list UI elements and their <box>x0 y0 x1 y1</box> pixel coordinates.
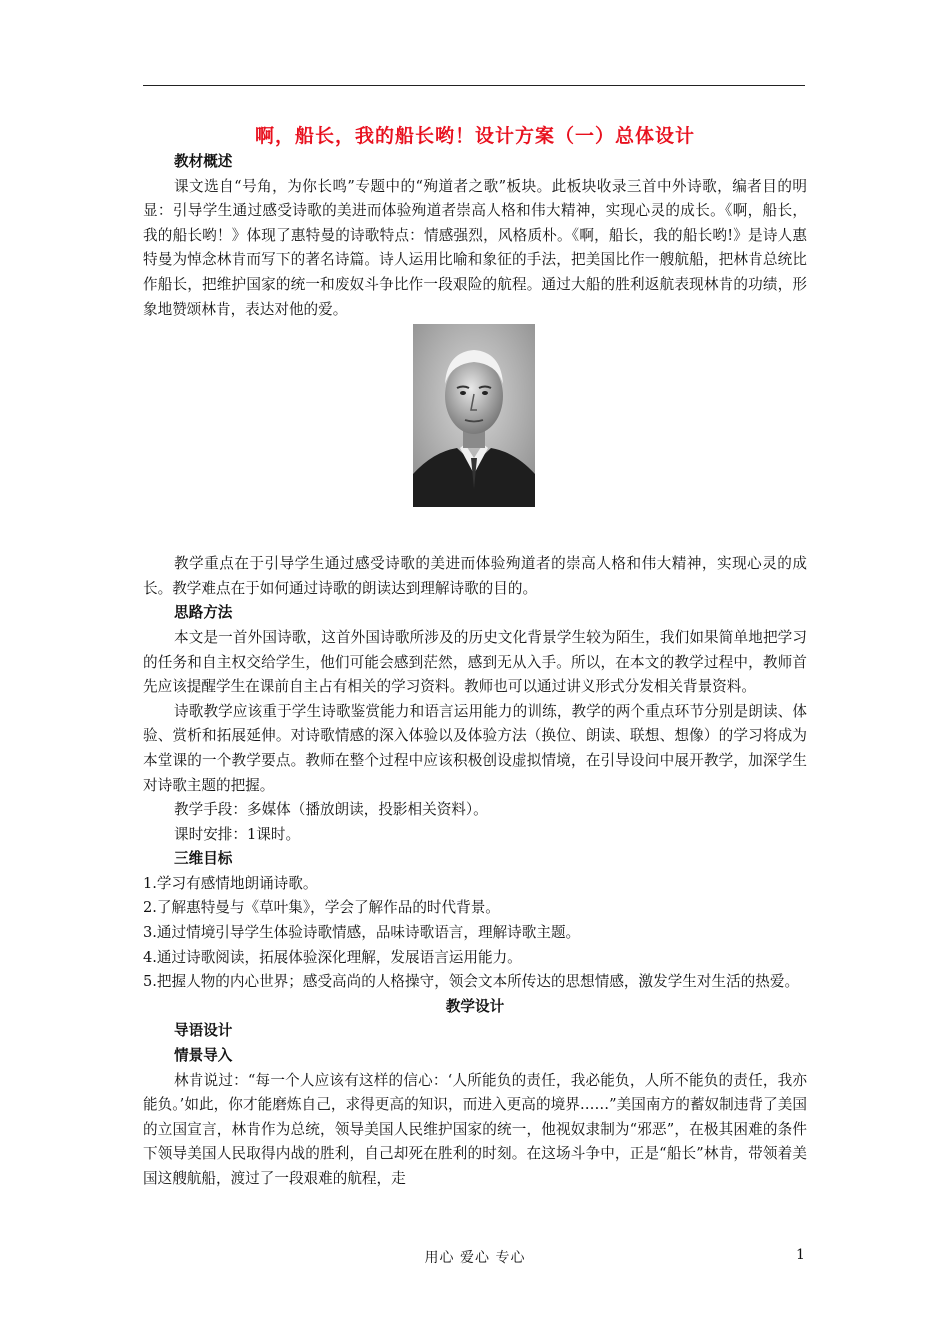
header-rule <box>143 85 805 86</box>
section-heading-teaching-design: 教学设计 <box>445 997 505 1015</box>
portrait-figure <box>143 324 807 546</box>
section-heading-approach: 思路方法 <box>174 604 233 622</box>
paragraph-scene-intro: 林肯说过：“每一个人应该有这样的信心：‘人所能负的责任，我必能负，人所不能负的责任，我亦能负。’如此，你才能磨炼自己，求得更高的知识，而进入更高的境界……”美国南方的蓄奴制违背了美国的立国宣言，林肯作为总统，领导美国人民维护国家的统一，他视奴隶制为“邪恶”，在极其困难的条件下领导美国人民取得内战的胜利，自己却死在胜利的时刻。在这场斗争中，正是“船长”林肯，带领着美国这艘航船，渡过了一段艰难的航程，走 <box>143 1071 807 1187</box>
goal-item-1: 1.学习有感情地朗诵诗歌。 <box>143 874 318 892</box>
paragraph-key-points: 教学重点在于引导学生通过感受诗歌的美进而体验殉道者的崇高人格和伟大精神，实现心灵的成长。教学难点在于如何通过诗歌的朗读达到理解诗歌的目的。 <box>143 555 807 597</box>
paragraph-approach-2: 诗歌教学应该重于学生诗歌鉴赏能力和语言运用能力的训练，教学的两个重点环节分别是朗读、体验、赏析和拓展延伸。对诗歌情感的深入体验以及体验方法（换位、朗读、联想、想像）的学习将成为本堂课的一个教学要点。教师在整个过程中应该积极创设虚拟情境，在引导设问中展开教学，加深学生对诗歌主题的把握。 <box>143 702 807 794</box>
goal-item-4: 4.通过诗歌阅读，拓展体验深化理解，发展语言运用能力。 <box>143 948 522 966</box>
paragraph-teaching-means: 教学手段：多媒体（播放朗读，投影相关资料）。 <box>174 801 488 819</box>
section-heading-intro-design: 导语设计 <box>174 1022 233 1040</box>
paragraph-overview: 课文选自“号角，为你长鸣”专题中的“殉道者之歌”板块。此板块收录三首中外诗歌，编者目的明显：引导学生通过感受诗歌的美进而体验殉道者崇高人格和伟大精神，实现心灵的成长。《啊，船长，我的船长哟！》体现了惠特曼的诗歌特点：情感强烈，风格质朴。《啊，船长，我的船长哟!》是诗人惠特曼为悼念林肯而写下的著名诗篇。诗人运用比喻和象征的手法，把美国比作一艘航船，把林肯总统比作船长，把维护国家的统一和废奴斗争比作一段艰险的航程。通过大船的胜利返航表现林肯的功绩，形象地赞颂林肯，表达对他的爱。 <box>143 177 807 318</box>
paragraph-class-hours: 课时安排：1课时。 <box>174 825 301 843</box>
section-heading-scene-intro: 情景导入 <box>174 1047 233 1065</box>
page-number: 1 <box>796 1247 805 1263</box>
goal-item-2: 2.了解惠特曼与《草叶集》，学会了解作品的时代背景。 <box>143 899 500 917</box>
goal-item-5: 5.把握人物的内心世界；感受高尚的人格操守，领会文本所传达的思想情感，激发学生对生活的热爱。 <box>143 973 800 991</box>
goal-item-3: 3.通过情境引导学生体验诗歌情感，品味诗歌语言，理解诗歌主题。 <box>143 924 581 942</box>
document-title: 啊，船长，我的船长哟！设计方案（一）总体设计 <box>254 125 695 147</box>
section-heading-overview: 教材概述 <box>174 153 233 170</box>
footer-motto: 用心 爱心 专心 <box>424 1250 526 1266</box>
document-body <box>143 150 807 1192</box>
paragraph-approach-1: 本文是一首外国诗歌，这首外国诗歌所涉及的历史文化背景学生较为陌生，我们如果简单地把学习的任务和自主权交给学生，他们可能会感到茫然，感到无从入手。所以，在本文的教学过程中，教师首先应该提醒学生在课前自主占有相关的学习资料。教师也可以通过讲义形式分发相关背景资料。 <box>143 628 807 696</box>
section-heading-goals: 三维目标 <box>174 850 233 868</box>
portrait-photo <box>413 324 535 507</box>
